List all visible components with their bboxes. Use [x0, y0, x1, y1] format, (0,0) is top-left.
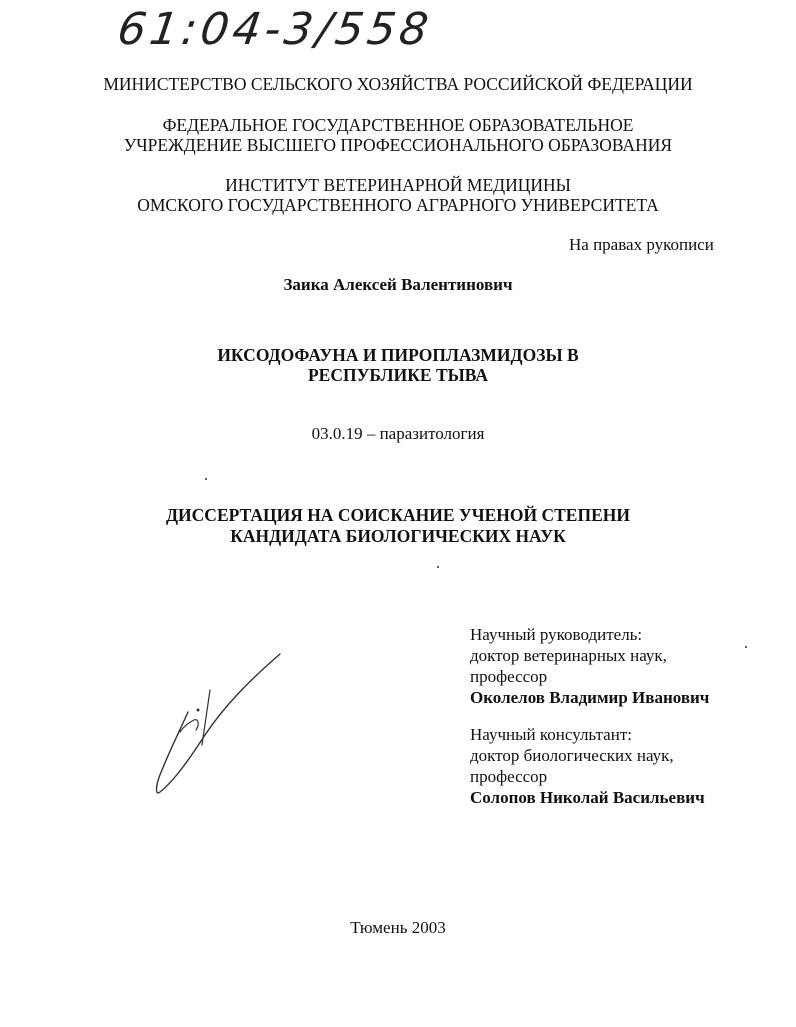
institute-line-1: ИНСТИТУТ ВЕТЕРИНАРНОЙ МЕДИЦИНЫ — [225, 175, 571, 195]
supervisor-role: Научный руководитель: — [470, 625, 643, 644]
author-name: Заика Алексей Валентинович — [283, 275, 513, 294]
consultant-rank: профессор — [470, 767, 548, 786]
archive-code: 61:04-3/558 — [114, 4, 436, 55]
degree-line-1: ДИССЕРТАЦИЯ НА СОИСКАНИЕ УЧЕНОЙ СТЕПЕНИ — [166, 505, 630, 525]
title-line-1: ИКСОДОФАУНА И ПИРОПЛАЗМИДОЗЫ В — [217, 345, 579, 365]
speck — [437, 566, 439, 568]
supervisor-rank: профессор — [470, 667, 548, 686]
title-line-2: РЕСПУБЛИКЕ ТЫВА — [307, 365, 489, 385]
degree-line-2: КАНДИДАТА БИОЛОГИЧЕСКИХ НАУК — [230, 526, 566, 546]
manuscript-note: На правах рукописи — [569, 235, 714, 254]
speck — [205, 478, 207, 480]
consultant-block — [470, 724, 705, 808]
institution-line-1: ФЕДЕРАЛЬНОЕ ГОСУДАРСТВЕННОЕ ОБРАЗОВАТЕЛЬНОЕ — [162, 115, 634, 135]
speck — [745, 646, 747, 648]
city-year: Тюмень 2003 — [350, 918, 446, 937]
supervisor-name: Околелов Владимир Иванович — [470, 688, 710, 707]
specialty: 03.0.19 – паразитология — [311, 424, 485, 443]
consultant-degree: доктор биологических наук, — [470, 746, 674, 765]
ministry-heading: МИНИСТЕРСТВО СЕЛЬСКОГО ХОЗЯЙСТВА РОССИЙСКОЙ ФЕДЕРАЦИИ — [103, 74, 693, 94]
institute-line-2: ОМСКОГО ГОСУДАРСТВЕННОГО АГРАРНОГО УНИВЕРСИТЕТА — [137, 195, 659, 215]
supervisor-block — [470, 624, 709, 708]
institution-line-2: УЧРЕЖДЕНИЕ ВЫСШЕГО ПРОФЕССИОНАЛЬНОГО ОБРАЗОВАНИЯ — [123, 135, 673, 155]
signature-icon — [150, 650, 290, 800]
consultant-name: Солопов Николай Васильевич — [470, 788, 705, 807]
consultant-role: Научный консультант: — [470, 725, 632, 744]
supervisor-degree: доктор ветеринарных наук, — [470, 646, 667, 665]
